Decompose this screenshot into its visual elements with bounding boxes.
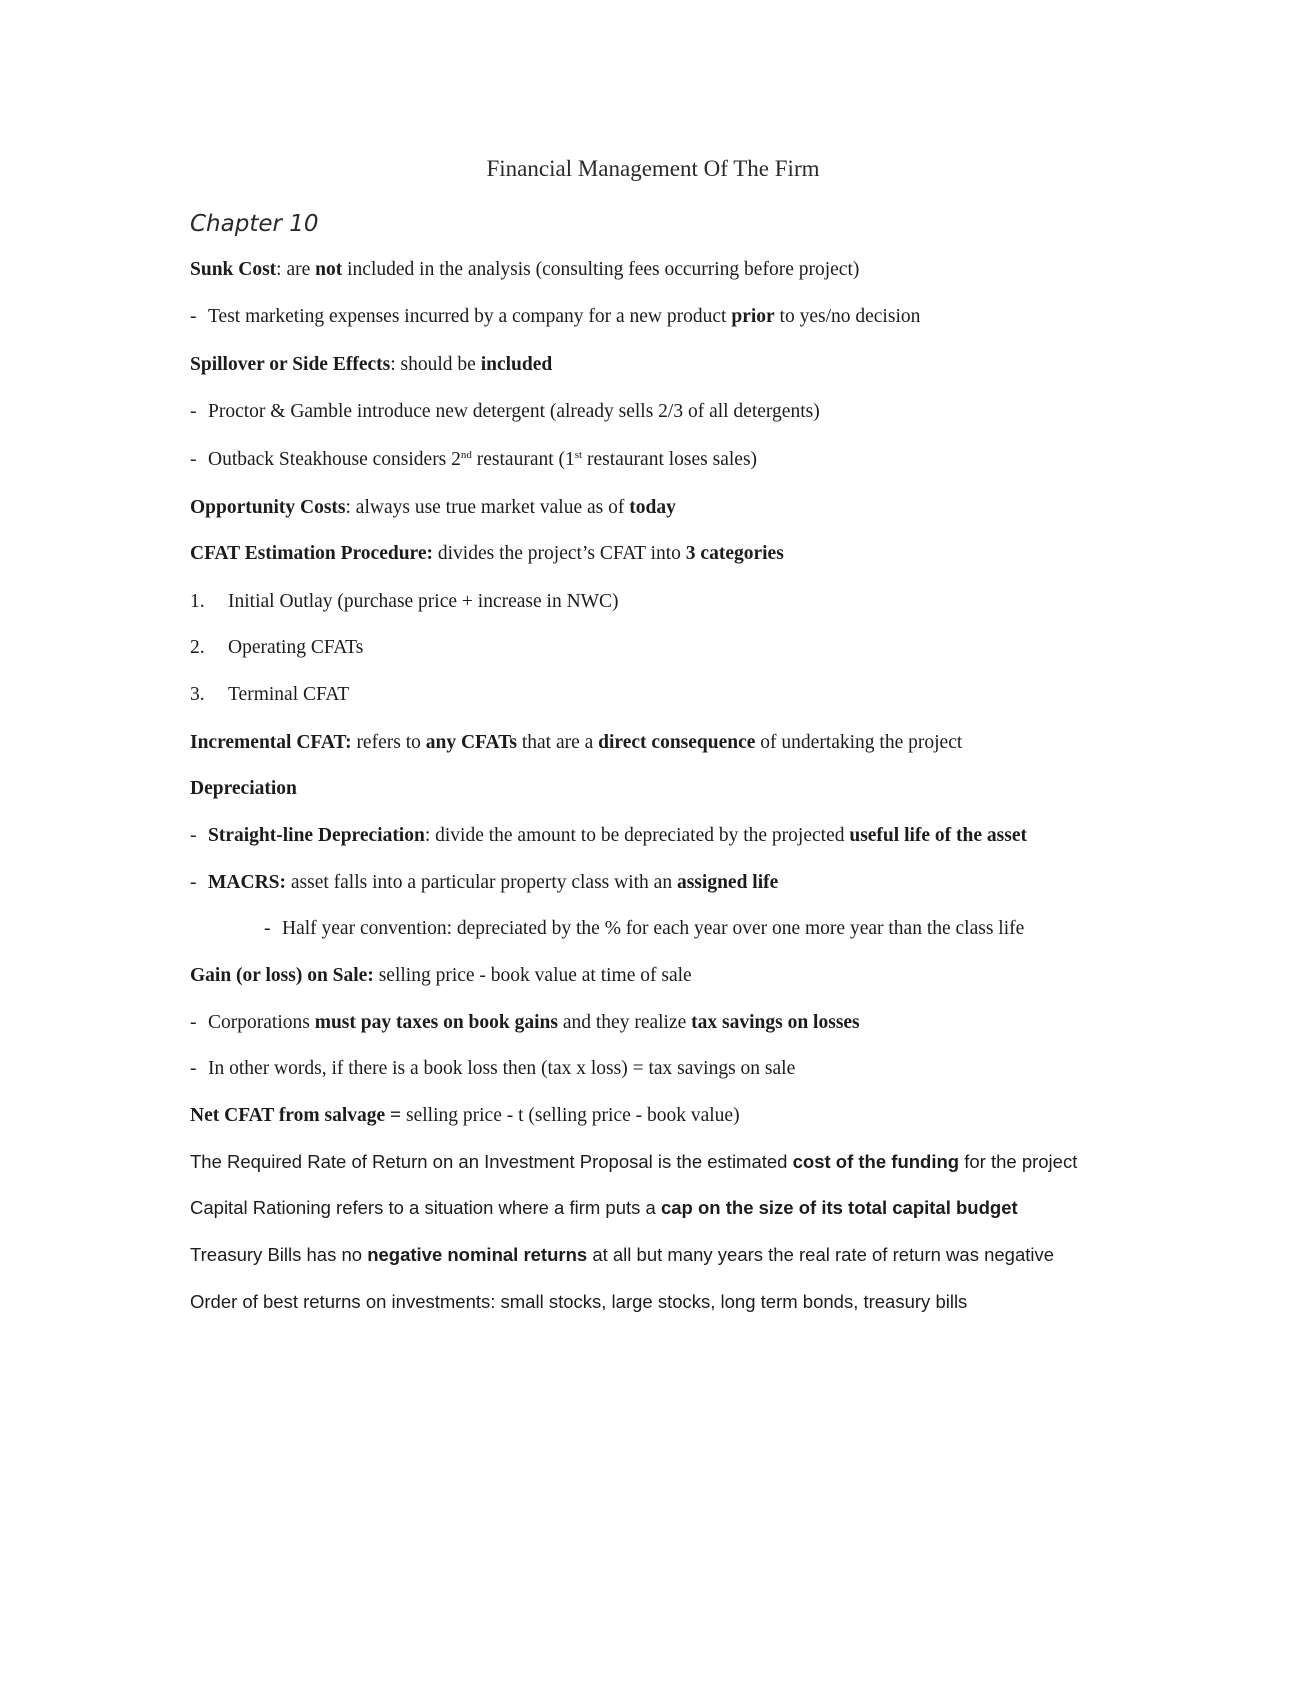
document-title: Financial Management Of The Firm bbox=[486, 156, 820, 181]
required-rate-line: The Required Rate of Return on an Investment Proposal is the estimated cost of the funding for the project bbox=[190, 1151, 1078, 1172]
gain-loss-example-2: - In other words, if there is a book loss then (tax x loss) = tax savings on sale bbox=[190, 1058, 796, 1079]
opportunity-costs-line: Opportunity Costs: always use true market value as of today bbox=[190, 497, 676, 518]
term-spillover: Spillover or Side Effects bbox=[190, 354, 391, 375]
bullet-dash: - bbox=[190, 306, 197, 327]
term-cfat-estimation: CFAT Estimation Procedure: bbox=[190, 543, 434, 564]
sunk-cost-example: - Test marketing expenses incurred by a company for a new product prior to yes/no decision bbox=[190, 306, 921, 327]
gain-loss-example-1: - Corporations must pay taxes on book gains and they realize tax savings on losses bbox=[190, 1012, 860, 1033]
bullet-dash: - bbox=[190, 401, 197, 422]
list-item: 2. Operating CFATs bbox=[190, 637, 364, 658]
term-opportunity-costs: Opportunity Costs bbox=[190, 497, 346, 518]
chapter-heading: Chapter 10 bbox=[190, 211, 319, 237]
spillover-example-1: - Proctor & Gamble introduce new detergent (already sells 2/3 of all detergents) bbox=[190, 401, 820, 422]
list-number: 1. bbox=[190, 591, 205, 612]
spillover-line: Spillover or Side Effects: should be included bbox=[190, 354, 553, 375]
list-number: 3. bbox=[190, 684, 205, 705]
bullet-dash: - bbox=[190, 449, 197, 470]
term-incremental-cfat: Incremental CFAT: bbox=[190, 732, 352, 753]
bullet-dash: - bbox=[190, 1058, 197, 1079]
term-gain-loss: Gain (or loss) on Sale: bbox=[190, 965, 374, 986]
term-net-cfat-salvage: Net CFAT from salvage = bbox=[190, 1105, 402, 1126]
bullet-dash: - bbox=[190, 872, 197, 893]
gain-loss-line: Gain (or loss) on Sale: selling price - book value at time of sale bbox=[190, 965, 692, 986]
straight-line-depreciation-line: - Straight-line Depreciation: divide the amount to be depreciated by the projected useful life of the asset bbox=[190, 825, 1027, 846]
list-number: 2. bbox=[190, 637, 205, 658]
half-year-convention-line: - Half year convention: depreciated by the % for each year over one more year than the class life bbox=[264, 918, 1025, 939]
depreciation-heading: Depreciation bbox=[190, 778, 297, 799]
incremental-cfat-line: Incremental CFAT: refers to any CFATs that are a direct consequence of undertaking the project bbox=[190, 732, 963, 753]
list-item: 3. Terminal CFAT bbox=[190, 684, 350, 705]
capital-rationing-line: Capital Rationing refers to a situation where a firm puts a cap on the size of its total capital budget bbox=[190, 1197, 1018, 1218]
term-sunk-cost: Sunk Cost bbox=[190, 259, 277, 280]
bullet-dash: - bbox=[190, 825, 197, 846]
macrs-line: - MACRS: asset falls into a particular property class with an assigned life bbox=[190, 872, 779, 893]
treasury-bills-line: Treasury Bills has no negative nominal returns at all but many years the real rate of return was negative bbox=[190, 1244, 1055, 1265]
net-cfat-salvage-line: Net CFAT from salvage = selling price - t (selling price - book value) bbox=[190, 1105, 740, 1126]
bullet-dash: - bbox=[190, 1012, 197, 1033]
investment-order-line: Order of best returns on investments: small stocks, large stocks, long term bonds, treasury bills bbox=[190, 1291, 968, 1312]
sunk-cost-line: Sunk Cost: are not included in the analysis (consulting fees occurring before project) bbox=[190, 259, 860, 280]
list-item: 1. Initial Outlay (purchase price + increase in NWC) bbox=[190, 591, 619, 612]
spillover-example-2: - Outback Steakhouse considers 2nd restaurant (1st restaurant loses sales) bbox=[190, 449, 758, 470]
bullet-dash: - bbox=[264, 918, 271, 939]
cfat-estimation-line: CFAT Estimation Procedure: divides the project’s CFAT into 3 categories bbox=[190, 543, 784, 564]
